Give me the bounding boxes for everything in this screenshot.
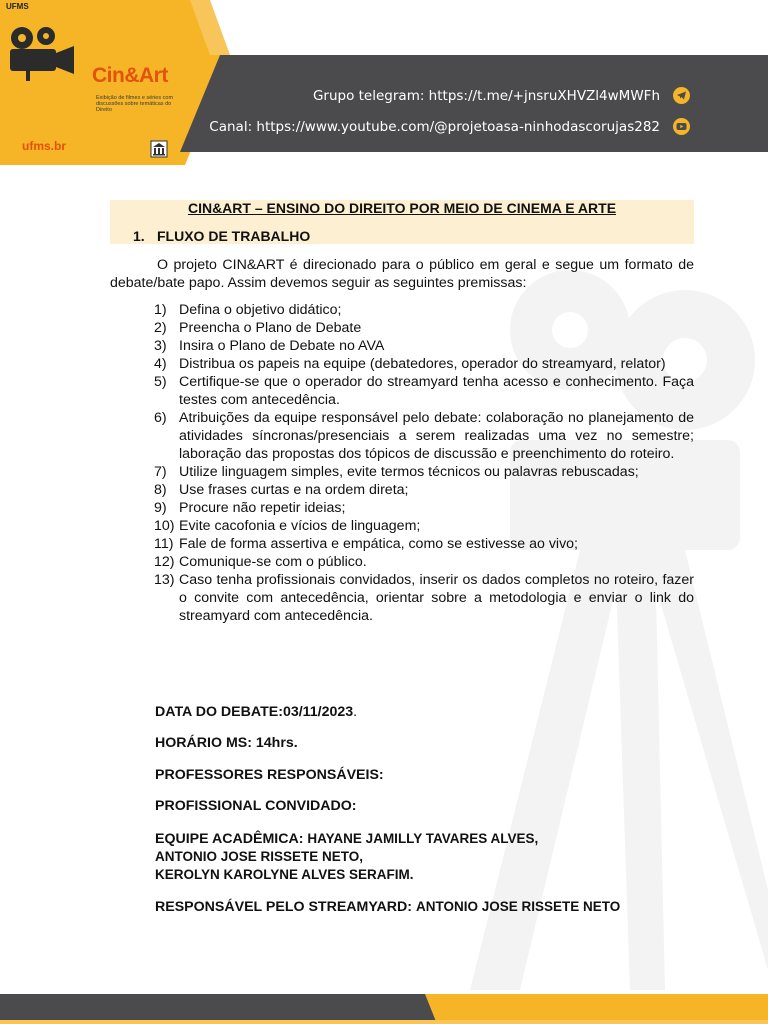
debate-date bbox=[155, 704, 357, 720]
list-item-number: 5) bbox=[154, 374, 167, 390]
intro-paragraph: O projeto CIN&ART é direcionado para o público em geral e segue um formato de debate/bate papo. Assim devemos seguir as seguintes premissas: bbox=[110, 257, 694, 291]
telegram-link[interactable]: Grupo telegram: https://t.me/+jnsruXHVZl4wMWFh bbox=[312, 88, 660, 104]
list-item-text: Defina o objetivo didático; bbox=[179, 302, 342, 318]
ufms-logo-text: UFMS bbox=[6, 2, 29, 11]
brand-title: Cin&Art bbox=[92, 64, 168, 87]
list-item-number: 9) bbox=[154, 500, 167, 516]
list-item bbox=[154, 535, 694, 553]
academic-team bbox=[155, 830, 538, 884]
list-item-text: Insira o Plano de Debate no AVA bbox=[179, 338, 385, 354]
list-item-number: 11) bbox=[154, 536, 174, 552]
list-item bbox=[154, 571, 694, 625]
list-item bbox=[154, 517, 694, 535]
date-label: DATA DO DEBATE bbox=[155, 704, 279, 720]
site-link[interactable]: ufms.br bbox=[22, 139, 67, 153]
list-item-number: 12) bbox=[154, 554, 175, 570]
list-item-text: Atribuições da equipe responsável pelo debate: colaboração no planejamento de atividades síncronas/presenciais a serem realizadas uma vez no semestre; laboração das propostas dos tópicos de discussão e preenchimento do roteiro. bbox=[179, 410, 694, 462]
list-item-number: 1) bbox=[154, 302, 167, 318]
list-item-text: Certifique-se que o operador do streamyard tenha acesso e conhecimento. Faça testes com antecedência. bbox=[179, 374, 694, 408]
list-item bbox=[154, 553, 694, 571]
page-title: CIN&ART – ENSINO DO DIREITO POR MEIO DE CINEMA E ARTE bbox=[187, 200, 617, 216]
youtube-icon[interactable] bbox=[673, 118, 690, 135]
list-item bbox=[154, 463, 694, 481]
list-item-number: 2) bbox=[154, 320, 167, 336]
list-item-text: Preencha o Plano de Debate bbox=[179, 320, 362, 336]
streamyard-value: ANTONIO JOSE RISSETE NETO bbox=[415, 899, 621, 914]
list-item-number: 13) bbox=[154, 572, 175, 588]
list-item bbox=[154, 481, 694, 499]
youtube-link[interactable]: Canal: https://www.youtube.com/@projetoasa-ninhodascorujas282 bbox=[209, 119, 660, 135]
streamyard-responsible bbox=[155, 899, 620, 915]
list-item-number: 10) bbox=[154, 518, 175, 534]
streamyard-label: RESPONSÁVEL PELO STREAMYARD: bbox=[155, 899, 412, 915]
list-item-text: Fale de forma assertiva e empática, como se estivesse ao vivo; bbox=[179, 536, 579, 552]
team-label: EQUIPE ACADÊMICA: bbox=[155, 831, 304, 847]
camera-icon bbox=[4, 22, 84, 82]
list-item-number: 8) bbox=[154, 482, 167, 498]
footer-line bbox=[0, 1020, 768, 1024]
date-colon-value bbox=[278, 704, 357, 720]
list-item bbox=[154, 373, 694, 409]
list-item bbox=[154, 319, 694, 337]
guest-label: PROFISSIONAL CONVIDADO: bbox=[155, 798, 357, 814]
debate-time: HORÁRIO MS: 14hrs. bbox=[155, 735, 298, 751]
list-item bbox=[154, 355, 694, 373]
list-item-number: 6) bbox=[154, 410, 167, 426]
list-item-text: Distribua os papeis na equipe (debatedores, operador do streamyard, relator) bbox=[179, 356, 666, 372]
list-item-text: Comunique-se com o público. bbox=[179, 554, 367, 570]
team-member: KEROLYN KAROLYNE ALVES SERAFIM. bbox=[155, 867, 414, 882]
team-member: ANTONIO JOSE RISSETE NETO, bbox=[155, 849, 364, 864]
list-item-text: Utilize linguagem simples, evite termos técnicos ou palavras rebuscadas; bbox=[179, 464, 639, 480]
list-item-text: Procure não repetir ideias; bbox=[179, 500, 346, 516]
list-item bbox=[154, 409, 694, 463]
professors-label: PROFESSORES RESPONSÁVEIS: bbox=[155, 767, 384, 783]
list-item-number: 7) bbox=[154, 464, 167, 480]
date-value: :03/11/2023 bbox=[278, 704, 354, 720]
list-item bbox=[154, 301, 694, 319]
list-item bbox=[154, 499, 694, 517]
list-item-text: Caso tenha profissionais convidados, inserir os dados completos no roteiro, fazer o convite com antecedência, orientar sobre a metodologia e enviar o link do streamyard com antecedência. bbox=[179, 572, 694, 624]
building-icon bbox=[150, 140, 168, 158]
list-item-text: Evite cacofonia e vícios de linguagem; bbox=[179, 518, 421, 534]
brand-subtitle: Exibição de filmes e séries com discussões sobre temáticas do Direito bbox=[96, 95, 174, 113]
telegram-icon[interactable] bbox=[673, 87, 690, 104]
section-number: 1. bbox=[133, 228, 145, 244]
team-member: HAYANE JAMILLY TAVARES ALVES, bbox=[307, 831, 539, 846]
section-title: FLUXO DE TRABALHO bbox=[157, 228, 311, 244]
list-item bbox=[154, 337, 694, 355]
list-item-number: 3) bbox=[154, 338, 167, 354]
list-item-text: Use frases curtas e na ordem direta; bbox=[179, 482, 409, 498]
list-item-number: 4) bbox=[154, 356, 167, 372]
premises-list bbox=[154, 301, 694, 625]
date-end: . bbox=[353, 704, 358, 720]
section-heading bbox=[133, 228, 310, 244]
